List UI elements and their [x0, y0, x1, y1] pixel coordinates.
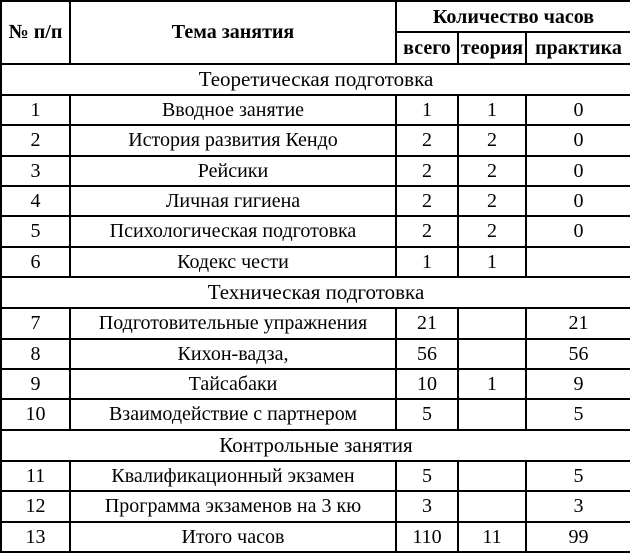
- topic-cell: Рейсики: [70, 156, 396, 186]
- total-hours-cell: 21: [396, 308, 458, 338]
- row-number-cell: 1: [1, 95, 70, 125]
- section-header-theoretical: [1, 64, 630, 95]
- total-hours-cell: 3: [396, 491, 458, 521]
- practice-hours-cell: 99: [526, 522, 630, 552]
- row-number-cell: 13: [1, 522, 70, 552]
- topic-cell: Кодекс чести: [70, 247, 396, 277]
- row-number-cell: 4: [1, 186, 70, 216]
- practice-hours-cell: 0: [526, 95, 630, 125]
- total-hours-cell: 2: [396, 186, 458, 216]
- topic-cell: Личная гигиена: [70, 186, 396, 216]
- section-title: Техническая подготовка: [1, 277, 630, 308]
- section-title: Контрольные занятия: [1, 430, 630, 461]
- theory-hours-cell: 2: [458, 216, 526, 246]
- column-header-total: всего: [396, 32, 458, 63]
- column-header-theory: теория: [458, 32, 526, 63]
- table-row: [1, 522, 630, 552]
- practice-hours-cell: 0: [526, 156, 630, 186]
- theory-hours-cell: 1: [458, 95, 526, 125]
- table-row: [1, 308, 630, 338]
- row-number-cell: 12: [1, 491, 70, 521]
- section-title: Теоретическая подготовка: [1, 64, 630, 95]
- total-hours-cell: 2: [396, 156, 458, 186]
- column-header-topic: Тема занятия: [70, 1, 396, 64]
- table-row: [1, 339, 630, 369]
- table-row: [1, 399, 630, 429]
- practice-hours-cell: 5: [526, 461, 630, 491]
- practice-hours-cell: 21: [526, 308, 630, 338]
- topic-cell: Тайсабаки: [70, 369, 396, 399]
- theory-hours-cell: [458, 461, 526, 491]
- theory-hours-cell: 2: [458, 125, 526, 155]
- topic-cell: Программа экзаменов на 3 кю: [70, 491, 396, 521]
- topic-cell: Итого часов: [70, 522, 396, 552]
- table-row: [1, 95, 630, 125]
- theory-hours-cell: [458, 339, 526, 369]
- theory-hours-cell: 2: [458, 186, 526, 216]
- row-number-cell: 8: [1, 339, 70, 369]
- topic-cell: Вводное занятие: [70, 95, 396, 125]
- theory-hours-cell: 2: [458, 156, 526, 186]
- table-header-row-1: [1, 1, 630, 32]
- table-row: [1, 186, 630, 216]
- section-header-technical: [1, 277, 630, 308]
- total-hours-cell: 1: [396, 247, 458, 277]
- topic-cell: Психологическая подготовка: [70, 216, 396, 246]
- row-number-cell: 6: [1, 247, 70, 277]
- practice-hours-cell: 9: [526, 369, 630, 399]
- practice-hours-cell: 0: [526, 186, 630, 216]
- table-row: [1, 491, 630, 521]
- total-hours-cell: 10: [396, 369, 458, 399]
- theory-hours-cell: [458, 491, 526, 521]
- column-header-practice: практика: [526, 32, 630, 63]
- table-row: [1, 461, 630, 491]
- table-row: [1, 125, 630, 155]
- topic-cell: История развития Кендо: [70, 125, 396, 155]
- practice-hours-cell: [526, 247, 630, 277]
- practice-hours-cell: 5: [526, 399, 630, 429]
- topic-cell: Подготовительные упражнения: [70, 308, 396, 338]
- total-hours-cell: 2: [396, 125, 458, 155]
- theory-hours-cell: [458, 308, 526, 338]
- total-hours-cell: 5: [396, 399, 458, 429]
- practice-hours-cell: 3: [526, 491, 630, 521]
- topic-cell: Взаимодействие с партнером: [70, 399, 396, 429]
- table-row: [1, 247, 630, 277]
- practice-hours-cell: 0: [526, 216, 630, 246]
- row-number-cell: 11: [1, 461, 70, 491]
- table-row: [1, 369, 630, 399]
- practice-hours-cell: 0: [526, 125, 630, 155]
- table-row: [1, 156, 630, 186]
- table-row: [1, 216, 630, 246]
- row-number-cell: 3: [1, 156, 70, 186]
- topic-cell: Кихон-вадза,: [70, 339, 396, 369]
- total-hours-cell: 110: [396, 522, 458, 552]
- total-hours-cell: 2: [396, 216, 458, 246]
- row-number-cell: 10: [1, 399, 70, 429]
- total-hours-cell: 5: [396, 461, 458, 491]
- section-header-control: [1, 430, 630, 461]
- total-hours-cell: 1: [396, 95, 458, 125]
- total-hours-cell: 56: [396, 339, 458, 369]
- row-number-cell: 2: [1, 125, 70, 155]
- theory-hours-cell: 1: [458, 247, 526, 277]
- theory-hours-cell: 11: [458, 522, 526, 552]
- theory-hours-cell: 1: [458, 369, 526, 399]
- theory-hours-cell: [458, 399, 526, 429]
- topic-cell: Квалификационный экзамен: [70, 461, 396, 491]
- row-number-cell: 7: [1, 308, 70, 338]
- column-header-number: № п/п: [1, 1, 70, 64]
- row-number-cell: 9: [1, 369, 70, 399]
- practice-hours-cell: 56: [526, 339, 630, 369]
- column-header-hours-group: Количество часов: [396, 1, 630, 32]
- row-number-cell: 5: [1, 216, 70, 246]
